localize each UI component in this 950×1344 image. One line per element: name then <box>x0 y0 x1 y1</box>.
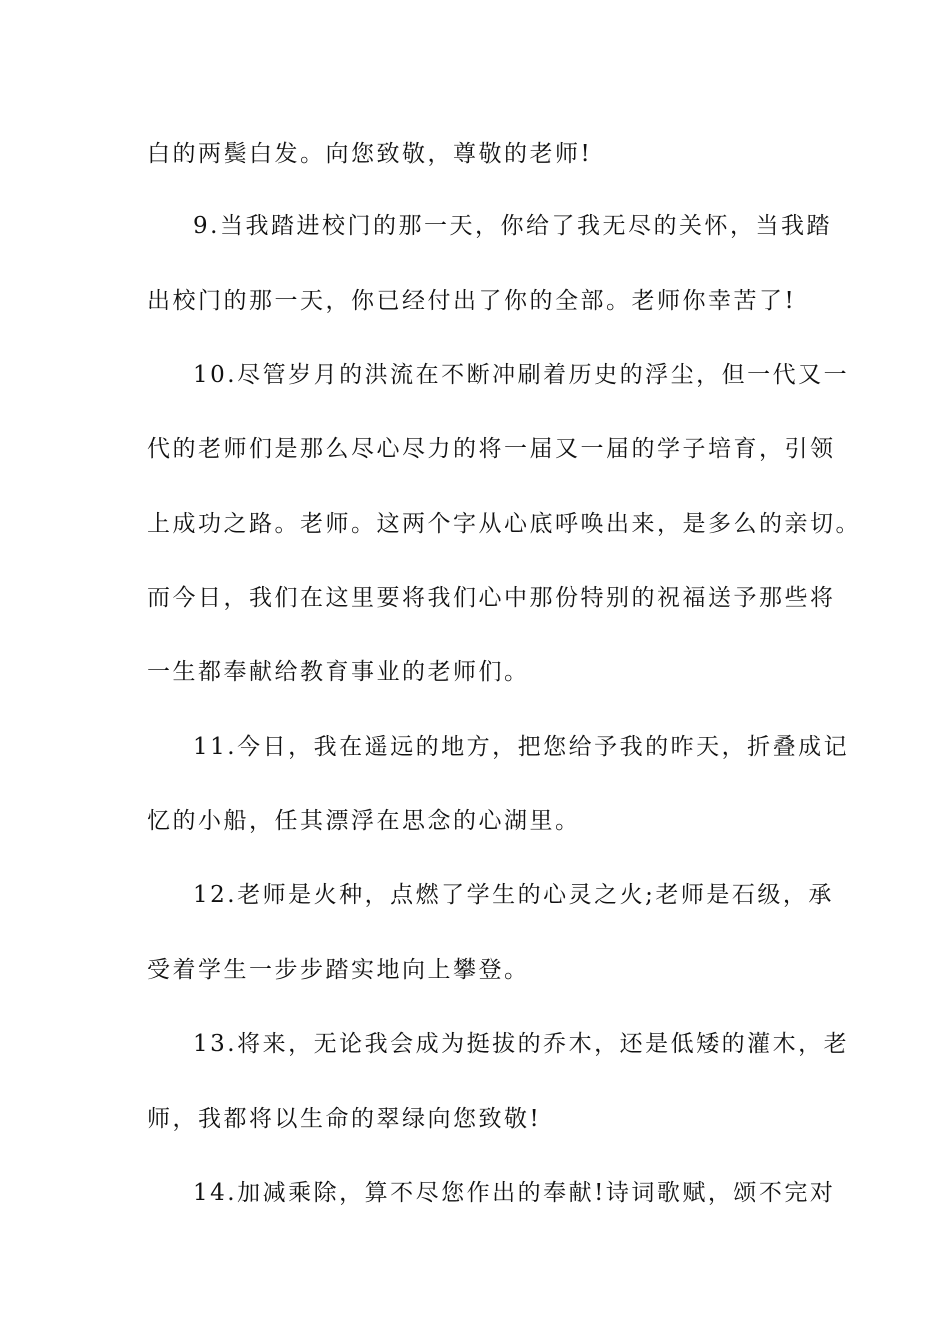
text-line: 受着学生一步步踏实地向上攀登。 <box>147 957 530 983</box>
text-line: 12.老师是火种，点燃了学生的心灵之火;老师是石级，承 <box>193 882 834 908</box>
text-line: 9.当我踏进校门的那一天，你给了我无尽的关怀，当我踏 <box>193 213 832 239</box>
text-line: 一生都奉献给教育事业的老师们。 <box>147 659 530 685</box>
text-line: 10.尽管岁月的洪流在不断冲刷着历史的浮尘，但一代又一 <box>193 362 850 388</box>
text-line: 上成功之路。老师。这两个字从心底呼唤出来，是多么的亲切。 <box>147 511 861 537</box>
text-line: 师，我都将以生命的翠绿向您致敬! <box>147 1106 542 1132</box>
text-line: 出校门的那一天，你已经付出了你的全部。老师你幸苦了! <box>147 288 797 314</box>
text-line: 而今日，我们在这里要将我们心中那份特别的祝福送予那些将 <box>147 585 836 611</box>
text-line: 忆的小船，任其漂浮在思念的心湖里。 <box>147 808 581 834</box>
text-line: 代的老师们是那么尽心尽力的将一届又一届的学子培育，引领 <box>147 436 836 462</box>
text-line: 14.加减乘除，算不尽您作出的奉献!诗词歌赋，颂不完对 <box>193 1180 836 1206</box>
text-line: 白的两鬓白发。向您致敬，尊敬的老师! <box>147 141 593 167</box>
text-line: 11.今日，我在遥远的地方，把您给予我的昨天，折叠成记 <box>193 734 850 760</box>
text-line: 13.将来，无论我会成为挺拔的乔木，还是低矮的灌木，老 <box>193 1031 850 1057</box>
